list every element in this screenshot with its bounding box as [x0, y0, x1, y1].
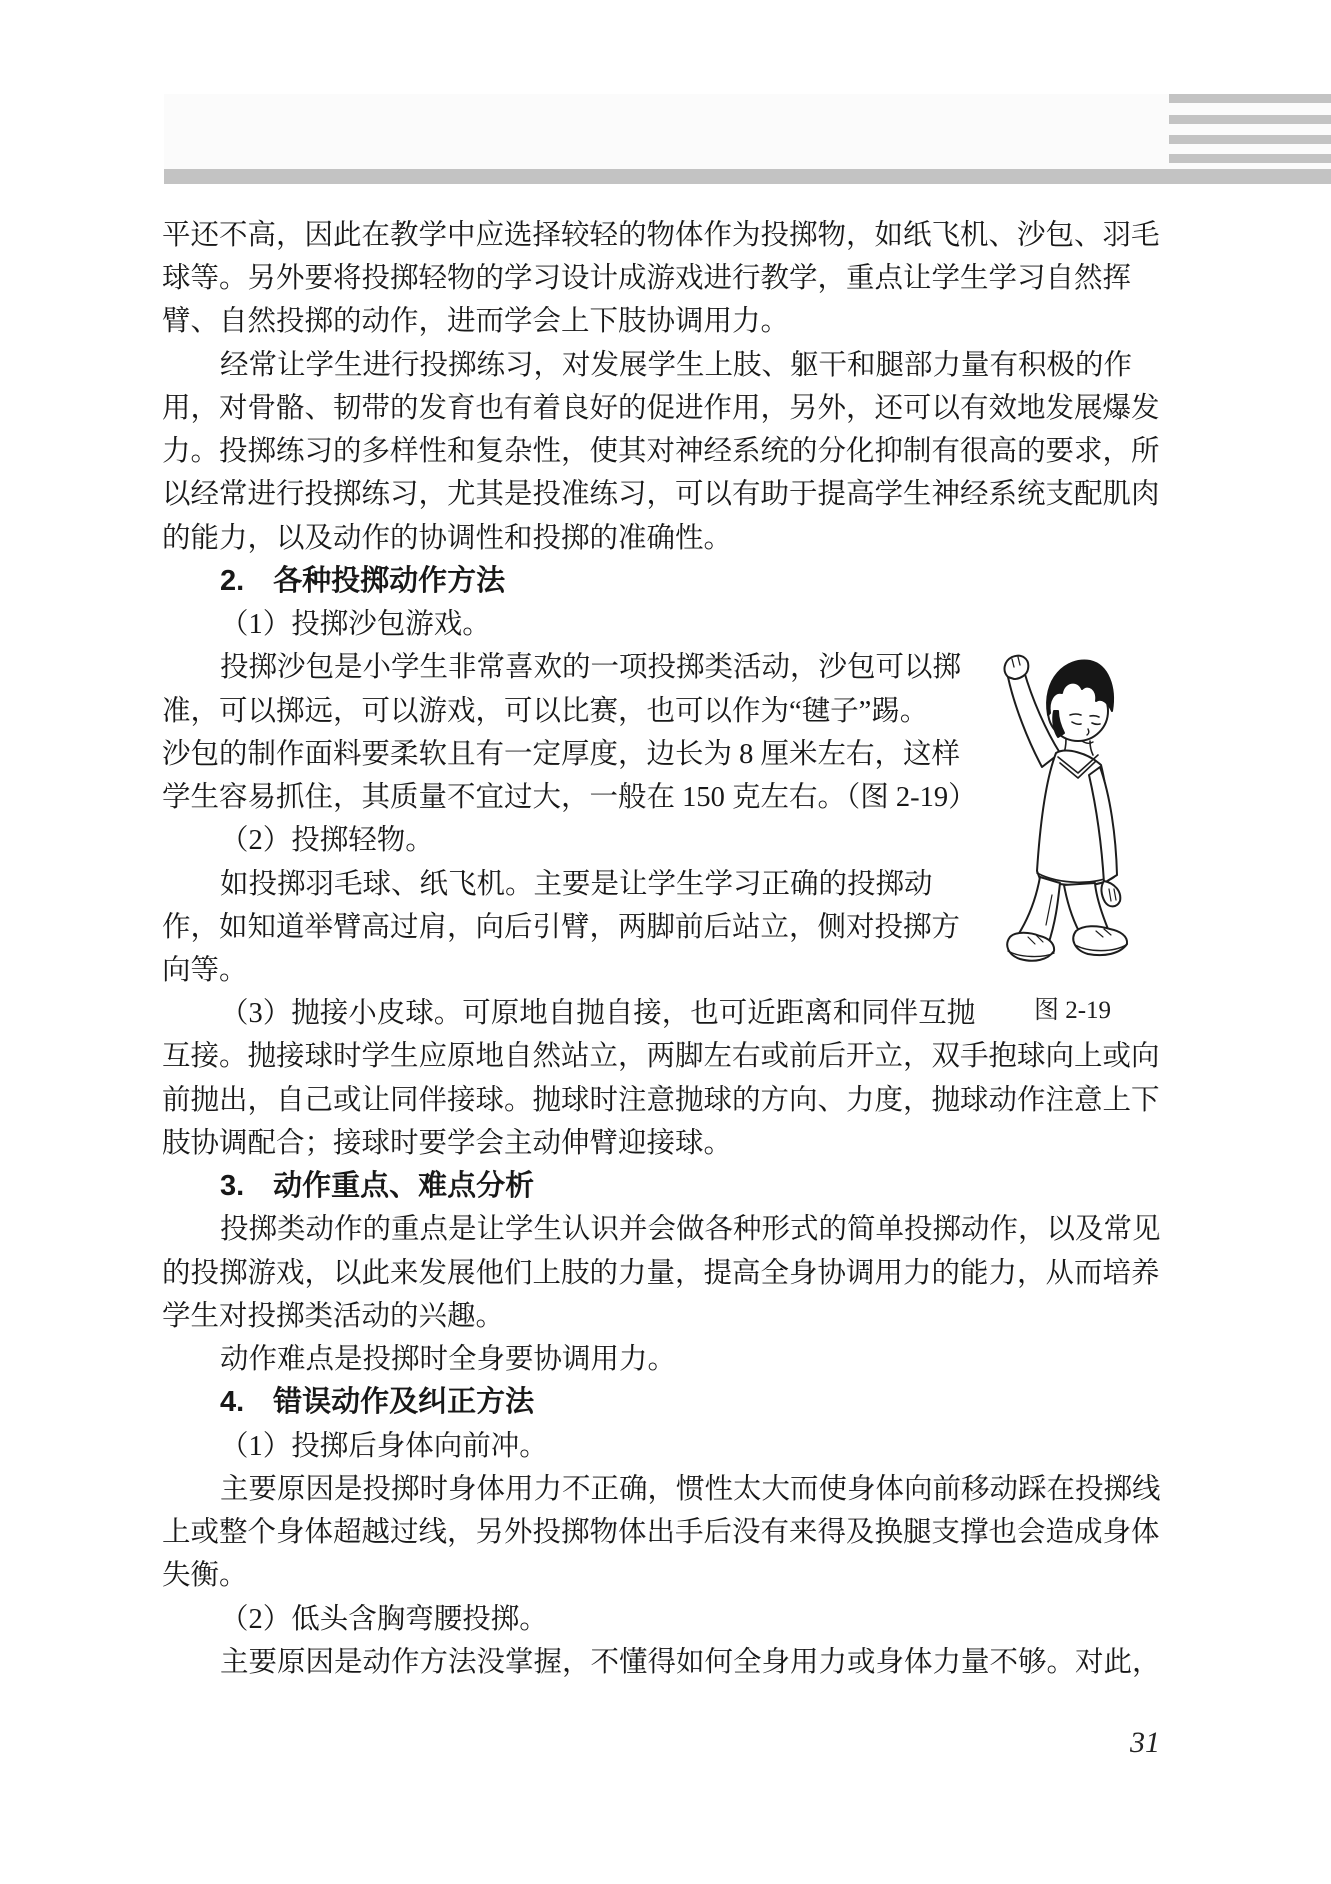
text-line: 沙包的制作面料要柔软且有一定厚度，边长为 8 厘米左右，这样: [162, 738, 961, 770]
text-line: 失衡。: [162, 1560, 248, 1592]
text-line: 肢协调配合；接球时要学会主动伸臂迎接球。: [162, 1127, 733, 1159]
text-line: 准，可以掷远，可以游戏，可以比赛，也可以作为“毽子”踢。: [162, 695, 929, 727]
section-heading: 2. 各种投掷动作方法: [220, 564, 506, 597]
text-line: 经常让学生进行投掷练习，对发展学生上肢、躯干和腿部力量有积极的作: [220, 349, 1133, 381]
text-line: 的投掷游戏，以此来发展他们上肢的力量，提高全身协调用力的能力，从而培养: [162, 1257, 1160, 1289]
text-line: （3）抛接小皮球。可原地自抛自接，也可近距离和同伴互抛: [220, 998, 976, 1030]
header-stripe: [1169, 154, 1331, 163]
text-line: 作，如知道举臂高过肩，向后引臂，两脚前后站立，侧对投掷方: [162, 911, 961, 943]
text-line: 臂、自然投掷的动作，进而学会上下肢协调用力。: [162, 306, 790, 338]
text-line: 投掷沙包是小学生非常喜欢的一项投掷类活动，沙包可以掷: [220, 652, 962, 684]
text-line: 的能力，以及动作的协调性和投掷的准确性。: [162, 522, 733, 554]
header-stripe: [1169, 115, 1331, 124]
text-line: 如投掷羽毛球、纸飞机。主要是让学生学习正确的投掷动: [220, 868, 933, 900]
header-rule: [164, 169, 1331, 184]
text-line: 以经常进行投掷练习，尤其是投准练习，可以有助于提高学生神经系统支配肌肉: [162, 479, 1160, 511]
text-line: 球等。另外要将投掷轻物的学习设计成游戏进行教学，重点让学生学习自然挥: [162, 263, 1132, 295]
header-stripe: [1169, 94, 1331, 103]
text-line: 动作难点是投掷时全身要协调用力。: [220, 1344, 677, 1376]
text-line: 学生容易抓住，其质量不宜过大，一般在 150 克左右。（图 2-19）: [162, 782, 977, 814]
figure-caption: 图 2-19: [1033, 997, 1112, 1024]
text-line: （1）投掷沙包游戏。: [220, 609, 491, 641]
text-line: （2）投掷轻物。: [220, 825, 434, 857]
text-line: 学生对投掷类活动的兴趣。: [162, 1300, 505, 1332]
section-heading: 3. 动作重点、难点分析: [220, 1170, 535, 1203]
page-number: 31: [1130, 1726, 1160, 1759]
text-line: 投掷类动作的重点是让学生认识并会做各种形式的简单投掷动作，以及常见: [220, 1214, 1161, 1246]
header-stripe: [1169, 135, 1331, 144]
text-line: 平还不高，因此在教学中应选择较轻的物体作为投掷物，如纸飞机、沙包、羽毛: [162, 220, 1160, 251]
header-band: [164, 94, 1331, 169]
text-line: 前抛出，自己或让同伴接球。抛球时注意抛球的方向、力度，抛球动作注意上下: [162, 1084, 1160, 1116]
text-line: 向等。: [162, 954, 248, 986]
text-line: 主要原因是动作方法没掌握，不懂得如何全身用力或身体力量不够。对此，: [220, 1646, 1161, 1678]
text-line: （2）低头含胸弯腰投掷。: [220, 1603, 548, 1635]
figure-illustration: [1000, 645, 1145, 965]
text-line: 上或整个身体超越过线，另外投掷物体出手后没有来得及换腿支撑也会造成身体: [162, 1517, 1160, 1549]
text-line: 互接。抛接球时学生应原地自然站立，两脚左右或前后开立，双手抱球向上或向: [162, 1041, 1160, 1073]
text-line: 主要原因是投掷时身体用力不正确，惯性太大而使身体向前移动踩在投掷线: [220, 1473, 1161, 1505]
section-heading: 4. 错误动作及纠正方法: [220, 1386, 535, 1419]
text-line: （1）投掷后身体向前冲。: [220, 1430, 548, 1462]
child-throwing-illustration: [1000, 645, 1145, 965]
text-line: 用，对骨骼、韧带的发育也有着良好的促进作用，另外，还可以有效地发展爆发: [162, 392, 1160, 424]
text-line: 力。投掷练习的多样性和复杂性，使其对神经系统的分化抑制有很高的要求，所: [162, 436, 1160, 468]
